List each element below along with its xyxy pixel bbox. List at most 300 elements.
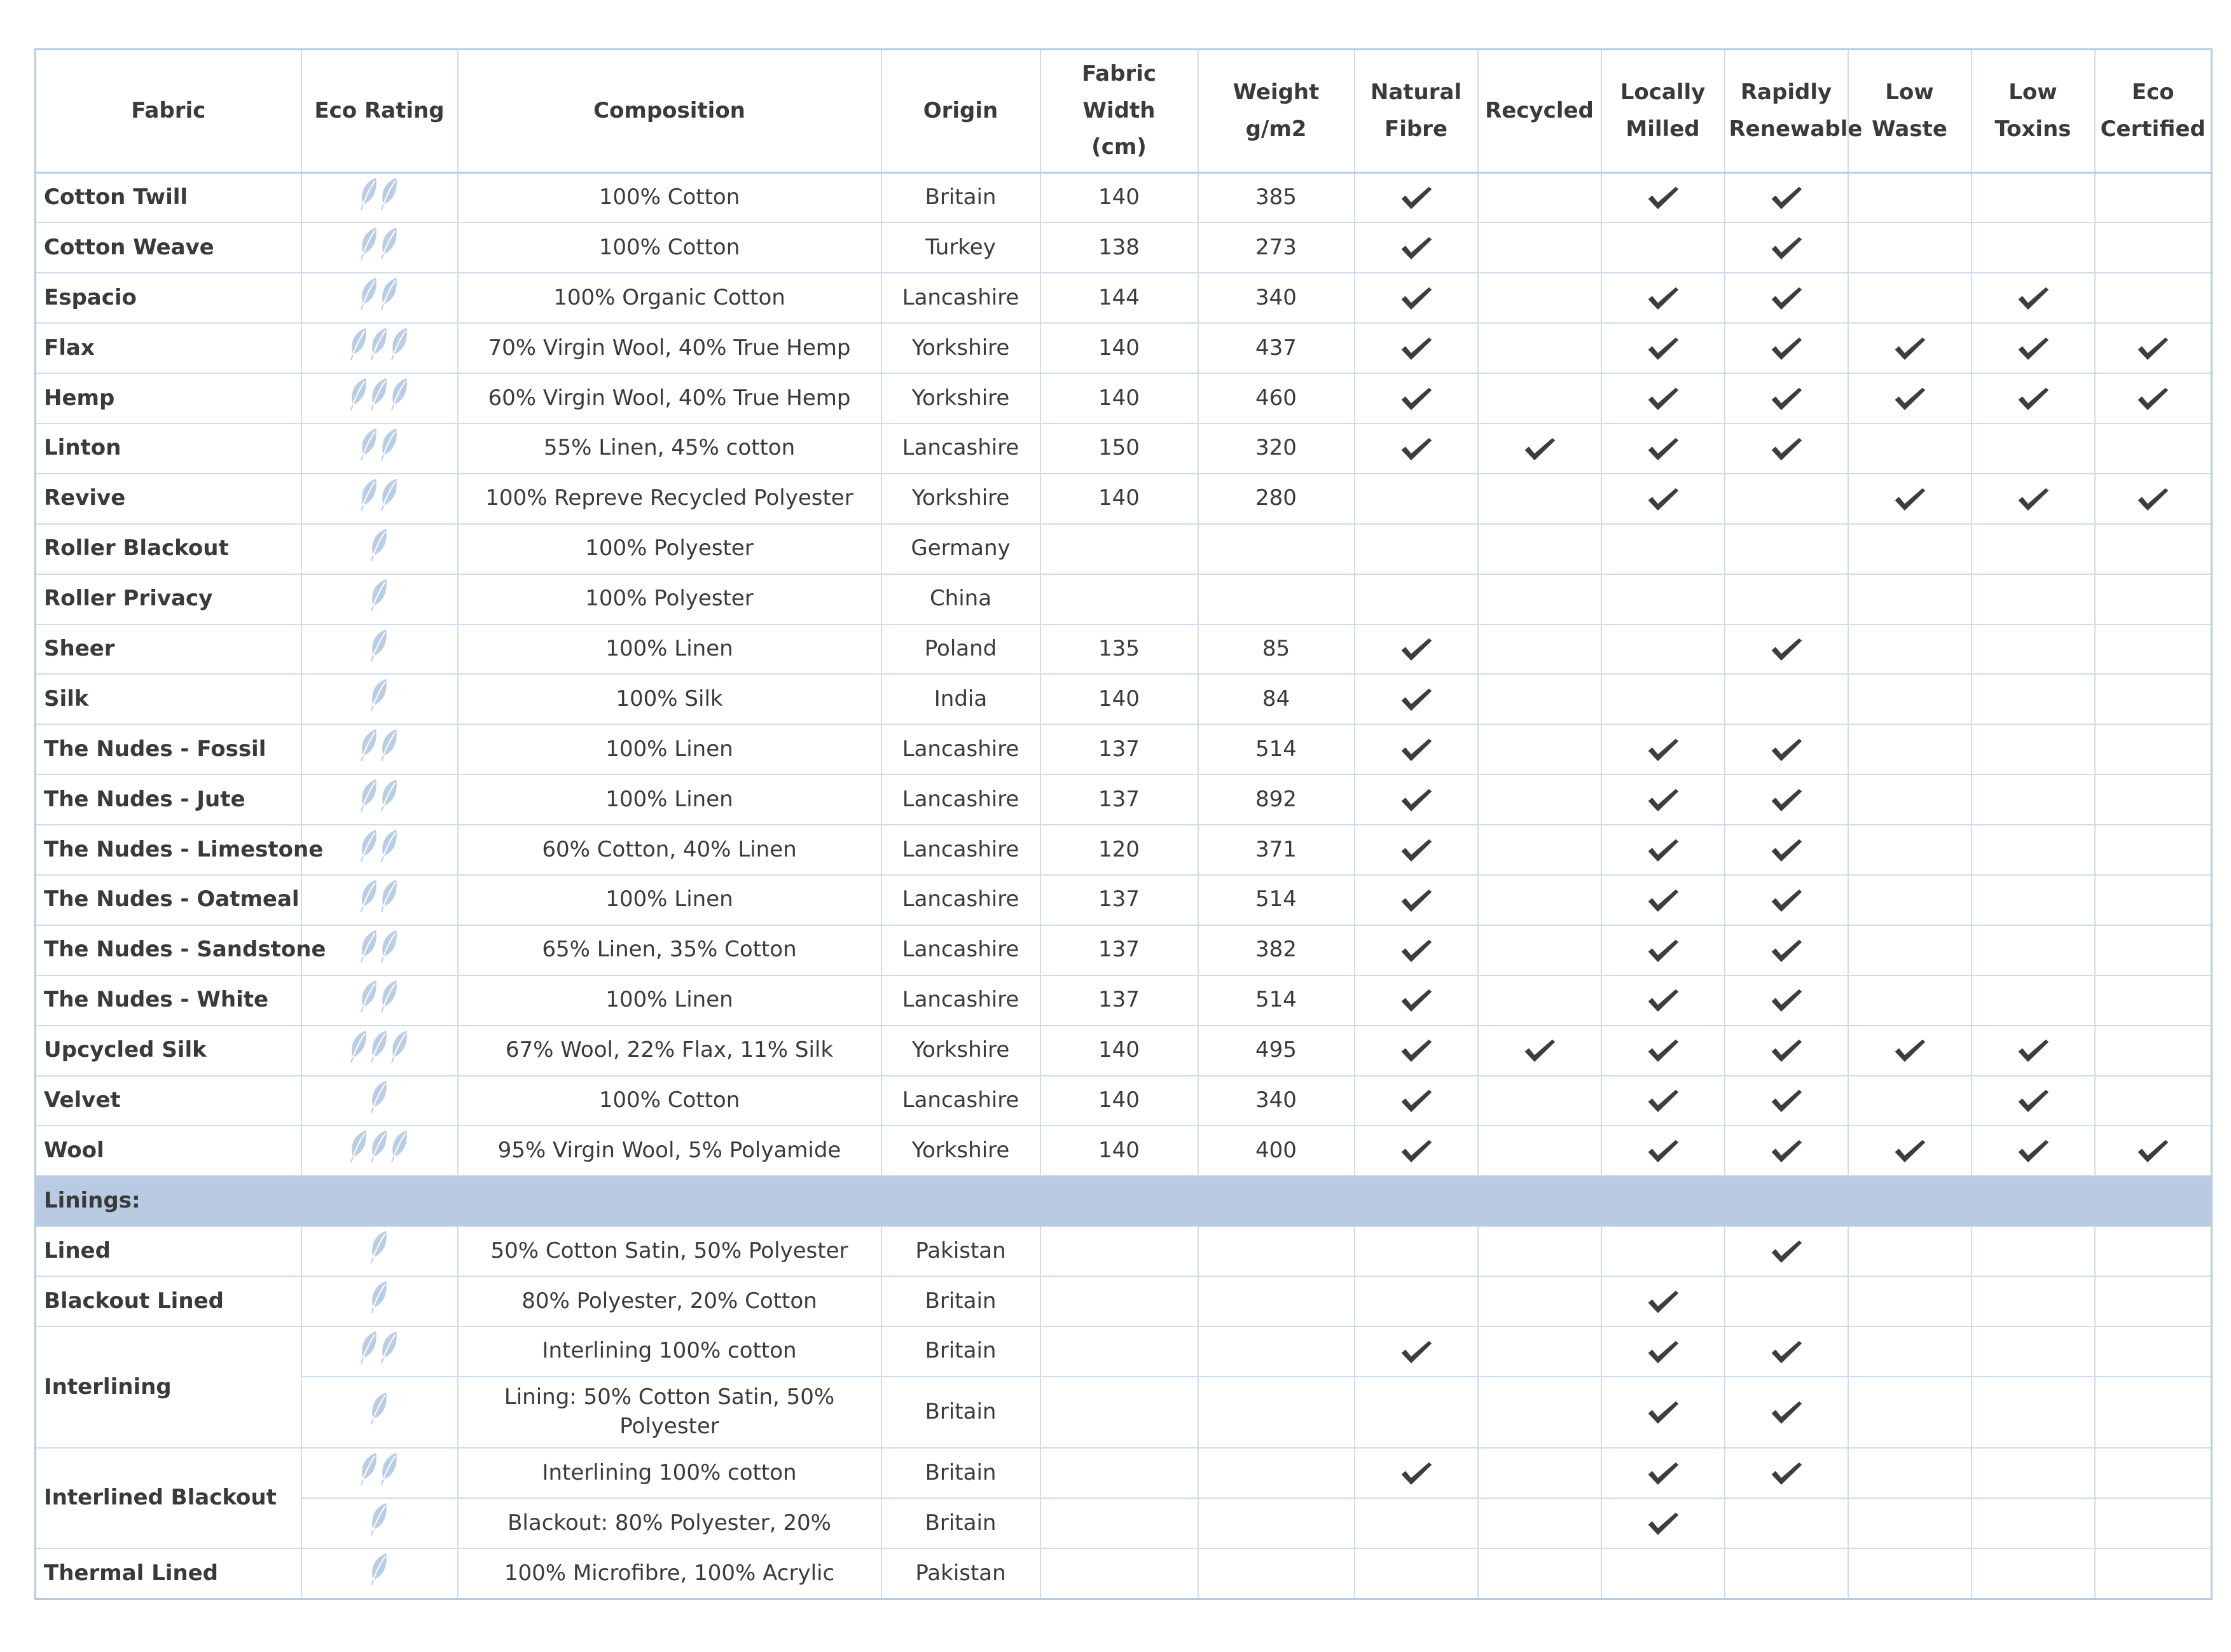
table-row	[36, 1377, 2212, 1449]
linings-section-row	[36, 1176, 2212, 1226]
check-icon	[1646, 435, 1680, 460]
natural-fibre-cell	[1355, 975, 1478, 1026]
low-toxins-cell	[1972, 173, 2095, 223]
fabric-width-cell: 135	[1040, 624, 1198, 675]
low-waste-cell	[1848, 1276, 1972, 1326]
eco-rating-leaves	[370, 1552, 390, 1587]
table-row	[36, 875, 2212, 925]
eco-rating-leaves	[370, 677, 390, 713]
column-header	[1848, 50, 1972, 173]
low-waste-cell	[1848, 975, 1972, 1026]
low-toxins-cell	[1972, 223, 2095, 273]
column-header-line: Composition	[593, 97, 745, 123]
fabric-width-cell	[1040, 1548, 1198, 1599]
eco-rating-leaves	[370, 1501, 390, 1537]
origin-cell: Germany	[881, 524, 1040, 574]
check-icon	[1399, 1037, 1433, 1063]
table-row	[36, 674, 2212, 724]
eco-certified-cell	[2095, 223, 2212, 273]
table-row	[36, 1498, 2212, 1548]
composition-cell: 100% Polyester	[458, 574, 881, 624]
table-row	[36, 273, 2212, 323]
locally-milled-cell	[1601, 1326, 1725, 1377]
locally-milled-cell	[1601, 925, 1725, 975]
rapidly-renewable-cell	[1725, 1498, 1848, 1548]
recycled-cell	[1478, 1276, 1601, 1326]
natural-fibre-cell	[1355, 1498, 1478, 1548]
lining-name: Blackout Lined	[36, 1276, 301, 1326]
leaf-icon	[380, 979, 400, 1014]
fabric-width-cell: 144	[1040, 273, 1198, 323]
recycled-cell	[1478, 373, 1601, 423]
check-icon	[2016, 1037, 2050, 1063]
natural-fibre-cell	[1355, 1326, 1478, 1377]
leaf-icon	[370, 1279, 390, 1315]
low-waste-cell	[1848, 825, 1972, 875]
table-row	[36, 1076, 2212, 1126]
eco-rating-cell	[301, 875, 458, 925]
table-row	[36, 724, 2212, 774]
leaf-icon	[359, 878, 380, 914]
weight-cell: 280	[1198, 474, 1355, 524]
leaf-icon	[380, 477, 400, 513]
weight-cell: 340	[1198, 1076, 1355, 1126]
eco-fabric-table-container	[34, 48, 2211, 1600]
table-row	[36, 975, 2212, 1026]
origin-cell: Lancashire	[881, 875, 1040, 925]
weight-cell: 437	[1198, 323, 1355, 373]
origin-cell: Pakistan	[881, 1226, 1040, 1276]
natural-fibre-cell	[1355, 1226, 1478, 1276]
check-icon	[1646, 1037, 1680, 1063]
leaf-icon	[370, 1079, 390, 1115]
fabric-name: Cotton Twill	[36, 173, 301, 223]
fabric-name: Roller Privacy	[36, 574, 301, 624]
low-toxins-cell	[1972, 1276, 2095, 1326]
check-icon	[1646, 1288, 1680, 1313]
check-icon	[1769, 184, 1804, 210]
check-icon	[2016, 385, 2050, 410]
fabric-width-cell: 138	[1040, 223, 1198, 273]
rapidly-renewable-cell	[1725, 875, 1848, 925]
low-toxins-cell	[1972, 423, 2095, 474]
table-row	[36, 1548, 2212, 1599]
low-waste-cell	[1848, 724, 1972, 774]
table-row	[36, 323, 2212, 373]
eco-rating-cell	[301, 1226, 458, 1276]
leaf-icon	[359, 979, 380, 1014]
locally-milled-cell	[1601, 423, 1725, 474]
natural-fibre-cell	[1355, 1377, 1478, 1449]
weight-cell: 514	[1198, 975, 1355, 1026]
fabric-width-cell	[1040, 1276, 1198, 1326]
low-waste-cell	[1848, 1377, 1972, 1449]
fabric-name: Cotton Weave	[36, 223, 301, 273]
locally-milled-cell	[1601, 1125, 1725, 1176]
column-header	[1355, 50, 1478, 173]
leaf-icon	[390, 1029, 410, 1064]
eco-certified-cell	[2095, 1498, 2212, 1548]
natural-fibre-cell	[1355, 1276, 1478, 1326]
header-row	[36, 50, 2212, 173]
rapidly-renewable-cell	[1725, 925, 1848, 975]
composition-cell: 100% Linen	[458, 975, 881, 1026]
rapidly-renewable-cell	[1725, 373, 1848, 423]
low-toxins-cell	[1972, 925, 2095, 975]
eco-certified-cell	[2095, 825, 2212, 875]
eco-certified-cell	[2095, 1076, 2212, 1126]
weight-cell	[1198, 1548, 1355, 1599]
low-toxins-cell	[1972, 1498, 2095, 1548]
leaf-icon	[359, 276, 380, 312]
check-icon	[1769, 836, 1804, 862]
fabric-width-cell	[1040, 1377, 1198, 1449]
natural-fibre-cell	[1355, 173, 1478, 223]
eco-rating-leaves	[370, 577, 390, 613]
eco-rating-leaves	[359, 1451, 400, 1487]
recycled-cell	[1478, 975, 1601, 1026]
low-toxins-cell	[1972, 674, 2095, 724]
natural-fibre-cell	[1355, 1026, 1478, 1076]
column-header	[458, 50, 881, 173]
composition-cell: 100% Polyester	[458, 524, 881, 574]
fabric-name: Roller Blackout	[36, 524, 301, 574]
recycled-cell	[1478, 1076, 1601, 1126]
check-icon	[1769, 435, 1804, 460]
column-header-line: Milled	[1626, 116, 1700, 142]
rapidly-renewable-cell	[1725, 1448, 1848, 1498]
low-toxins-cell	[1972, 1326, 2095, 1377]
eco-certified-cell	[2095, 373, 2212, 423]
composition-cell: Lining: 50% Cotton Satin, 50% Polyester	[458, 1377, 881, 1449]
check-icon	[2136, 1138, 2170, 1163]
check-icon	[1646, 836, 1680, 862]
fabric-width-cell	[1040, 574, 1198, 624]
eco-rating-leaves	[359, 477, 400, 513]
low-toxins-cell	[1972, 975, 2095, 1026]
leaf-icon	[359, 1451, 380, 1487]
composition-cell: 100% Linen	[458, 875, 881, 925]
eco-rating-leaves	[359, 778, 400, 813]
weight-cell: 514	[1198, 875, 1355, 925]
origin-cell: Britain	[881, 1498, 1040, 1548]
eco-rating-cell	[301, 273, 458, 323]
fabric-name: The Nudes - Limestone	[36, 825, 301, 875]
leaf-icon	[380, 928, 400, 964]
eco-certified-cell	[2095, 1548, 2212, 1599]
rapidly-renewable-cell	[1725, 1326, 1848, 1377]
check-icon	[1399, 937, 1433, 962]
composition-cell: 100% Cotton	[458, 223, 881, 273]
eco-certified-cell	[2095, 323, 2212, 373]
weight-cell: 382	[1198, 925, 1355, 975]
fabric-name: Linton	[36, 423, 301, 474]
fabric-width-cell: 140	[1040, 373, 1198, 423]
origin-cell: Poland	[881, 624, 1040, 675]
eco-rating-cell	[301, 624, 458, 675]
rapidly-renewable-cell	[1725, 423, 1848, 474]
natural-fibre-cell	[1355, 373, 1478, 423]
column-header-line: Toxins	[1994, 116, 2071, 142]
locally-milled-cell	[1601, 975, 1725, 1026]
check-icon	[1399, 987, 1433, 1012]
eco-certified-cell	[2095, 1326, 2212, 1377]
leaf-icon	[349, 326, 370, 362]
eco-certified-cell	[2095, 574, 2212, 624]
fabric-width-cell: 120	[1040, 825, 1198, 875]
fabric-width-cell: 150	[1040, 423, 1198, 474]
check-icon	[1399, 284, 1433, 310]
column-header	[301, 50, 458, 173]
composition-cell: 100% Silk	[458, 674, 881, 724]
fabric-width-cell	[1040, 524, 1198, 574]
low-waste-cell	[1848, 223, 1972, 273]
recycled-cell	[1478, 1377, 1601, 1449]
table-row	[36, 1125, 2212, 1176]
natural-fibre-cell	[1355, 825, 1478, 875]
locally-milled-cell	[1601, 474, 1725, 524]
low-toxins-cell	[1972, 825, 2095, 875]
fabric-width-cell: 140	[1040, 173, 1198, 223]
column-header	[1725, 50, 1863, 173]
natural-fibre-cell	[1355, 1076, 1478, 1126]
leaf-icon	[370, 677, 390, 713]
origin-cell: Britain	[881, 1326, 1040, 1377]
check-icon	[1646, 1399, 1680, 1424]
eco-certified-cell	[2095, 875, 2212, 925]
check-icon	[1646, 385, 1680, 410]
leaf-icon	[370, 527, 390, 563]
origin-cell: Yorkshire	[881, 474, 1040, 524]
leaf-icon	[349, 1029, 370, 1064]
eco-rating-leaves	[359, 226, 400, 261]
weight-cell	[1198, 524, 1355, 574]
check-icon	[1399, 1087, 1433, 1113]
recycled-cell	[1478, 323, 1601, 373]
low-waste-cell	[1848, 574, 1972, 624]
table-row	[36, 223, 2212, 273]
check-icon	[1646, 1460, 1680, 1485]
eco-rating-leaves	[370, 1229, 390, 1265]
table-row	[36, 173, 2212, 223]
column-header-line: Renewable	[1729, 116, 1863, 142]
recycled-cell	[1478, 273, 1601, 323]
origin-cell: Lancashire	[881, 273, 1040, 323]
lining-name: Lined	[36, 1226, 301, 1276]
low-waste-cell	[1848, 273, 1972, 323]
eco-rating-cell	[301, 774, 458, 825]
eco-certified-cell	[2095, 1226, 2212, 1276]
leaf-icon	[390, 326, 410, 362]
natural-fibre-cell	[1355, 474, 1478, 524]
composition-cell: 100% Linen	[458, 724, 881, 774]
weight-cell: 400	[1198, 1125, 1355, 1176]
check-icon	[1769, 1087, 1804, 1113]
table-row	[36, 1448, 2212, 1498]
eco-certified-cell	[2095, 173, 2212, 223]
eco-fabric-table	[34, 48, 2213, 1600]
natural-fibre-cell	[1355, 925, 1478, 975]
column-header-line: Eco	[2131, 79, 2174, 105]
eco-rating-leaves	[359, 427, 400, 462]
check-icon	[1893, 485, 1927, 511]
low-waste-cell	[1848, 1548, 1972, 1599]
rapidly-renewable-cell	[1725, 1076, 1848, 1126]
column-header-line: Waste	[1872, 116, 1947, 142]
column-header	[1601, 50, 1725, 173]
natural-fibre-cell	[1355, 524, 1478, 574]
composition-cell: 67% Wool, 22% Flax, 11% Silk	[458, 1026, 881, 1076]
natural-fibre-cell	[1355, 624, 1478, 675]
check-icon	[1399, 786, 1433, 811]
composition-cell: 80% Polyester, 20% Cotton	[458, 1276, 881, 1326]
rapidly-renewable-cell	[1725, 724, 1848, 774]
locally-milled-cell	[1601, 1076, 1725, 1126]
check-icon	[1646, 786, 1680, 811]
rapidly-renewable-cell	[1725, 1026, 1848, 1076]
recycled-cell	[1478, 624, 1601, 675]
leaf-icon	[370, 326, 390, 362]
locally-milled-cell	[1601, 825, 1725, 875]
low-waste-cell	[1848, 1026, 1972, 1076]
table-body	[36, 173, 2212, 1599]
eco-rating-cell	[301, 223, 458, 273]
check-icon	[1646, 736, 1680, 761]
table-row	[36, 423, 2212, 474]
check-icon	[2016, 1087, 2050, 1113]
fabric-width-cell	[1040, 1498, 1198, 1548]
eco-rating-cell	[301, 474, 458, 524]
check-icon	[1399, 836, 1433, 862]
recycled-cell	[1478, 1026, 1601, 1076]
column-header-line: Origin	[923, 97, 998, 123]
check-icon	[1769, 937, 1804, 962]
low-waste-cell	[1848, 323, 1972, 373]
weight-cell	[1198, 1276, 1355, 1326]
check-icon	[1399, 184, 1433, 210]
check-icon	[1646, 284, 1680, 310]
fabric-width-cell: 137	[1040, 875, 1198, 925]
low-toxins-cell	[1972, 1448, 2095, 1498]
column-header-line: Rapidly	[1740, 79, 1832, 105]
table-row	[36, 474, 2212, 524]
check-icon	[1769, 284, 1804, 310]
eco-certified-cell	[2095, 1377, 2212, 1449]
origin-cell: China	[881, 574, 1040, 624]
low-waste-cell	[1848, 173, 1972, 223]
table-row	[36, 1026, 2212, 1076]
check-icon	[2016, 284, 2050, 310]
check-icon	[1523, 1037, 1557, 1063]
rapidly-renewable-cell	[1725, 273, 1848, 323]
locally-milled-cell	[1601, 223, 1725, 273]
origin-cell: Lancashire	[881, 975, 1040, 1026]
check-icon	[1399, 1138, 1433, 1163]
low-waste-cell	[1848, 875, 1972, 925]
column-header	[1198, 50, 1355, 173]
check-icon	[1769, 1037, 1804, 1063]
composition-cell: 70% Virgin Wool, 40% True Hemp	[458, 323, 881, 373]
recycled-cell	[1478, 223, 1601, 273]
lining-name: Interlining	[36, 1326, 301, 1448]
eco-rating-leaves	[370, 527, 390, 563]
check-icon	[1399, 886, 1433, 912]
natural-fibre-cell	[1355, 423, 1478, 474]
leaf-icon	[359, 1330, 380, 1365]
leaf-icon	[359, 477, 380, 513]
locally-milled-cell	[1601, 774, 1725, 825]
fabric-width-cell	[1040, 1448, 1198, 1498]
rapidly-renewable-cell	[1725, 624, 1848, 675]
eco-rating-cell	[301, 1026, 458, 1076]
low-waste-cell	[1848, 925, 1972, 975]
check-icon	[1769, 1460, 1804, 1485]
eco-certified-cell	[2095, 1026, 2212, 1076]
fabric-name: Upcycled Silk	[36, 1026, 301, 1076]
check-icon	[1399, 385, 1433, 410]
leaf-icon	[349, 376, 370, 412]
rapidly-renewable-cell	[1725, 1125, 1848, 1176]
column-header	[1478, 50, 1601, 173]
leaf-icon	[370, 376, 390, 412]
low-toxins-cell	[1972, 474, 2095, 524]
leaf-icon	[359, 928, 380, 964]
composition-cell: 50% Cotton Satin, 50% Polyester	[458, 1226, 881, 1276]
check-icon	[2136, 485, 2170, 511]
rapidly-renewable-cell	[1725, 173, 1848, 223]
eco-rating-leaves	[359, 979, 400, 1014]
eco-rating-leaves	[359, 727, 400, 763]
composition-cell: 65% Linen, 35% Cotton	[458, 925, 881, 975]
low-toxins-cell	[1972, 1076, 2095, 1126]
leaf-icon	[370, 1501, 390, 1537]
eco-rating-cell	[301, 574, 458, 624]
column-header	[881, 50, 1040, 173]
recycled-cell	[1478, 875, 1601, 925]
check-icon	[1769, 886, 1804, 912]
check-icon	[1769, 385, 1804, 410]
eco-rating-cell	[301, 1076, 458, 1126]
locally-milled-cell	[1601, 1448, 1725, 1498]
locally-milled-cell	[1601, 1026, 1725, 1076]
column-header	[2095, 50, 2212, 173]
origin-cell: Yorkshire	[881, 373, 1040, 423]
column-header-line: g/m2	[1245, 116, 1307, 142]
rapidly-renewable-cell	[1725, 825, 1848, 875]
check-icon	[1893, 385, 1927, 410]
rapidly-renewable-cell	[1725, 1276, 1848, 1326]
fabric-name: Sheer	[36, 624, 301, 675]
rapidly-renewable-cell	[1725, 674, 1848, 724]
leaf-icon	[370, 1391, 390, 1426]
weight-cell: 460	[1198, 373, 1355, 423]
column-header-line: Recycled	[1485, 97, 1594, 123]
eco-certified-cell	[2095, 1448, 2212, 1498]
check-icon	[2136, 334, 2170, 360]
check-icon	[2016, 1138, 2050, 1163]
eco-certified-cell	[2095, 674, 2212, 724]
origin-cell: Yorkshire	[881, 1026, 1040, 1076]
check-icon	[2016, 334, 2050, 360]
composition-cell: Blackout: 80% Polyester, 20%	[458, 1498, 881, 1548]
fabric-name: Flax	[36, 323, 301, 373]
weight-cell	[1198, 1448, 1355, 1498]
leaf-icon	[359, 727, 380, 763]
eco-certified-cell	[2095, 975, 2212, 1026]
origin-cell: Britain	[881, 1377, 1040, 1449]
column-header-line: Certified	[2100, 116, 2206, 142]
check-icon	[1646, 987, 1680, 1012]
